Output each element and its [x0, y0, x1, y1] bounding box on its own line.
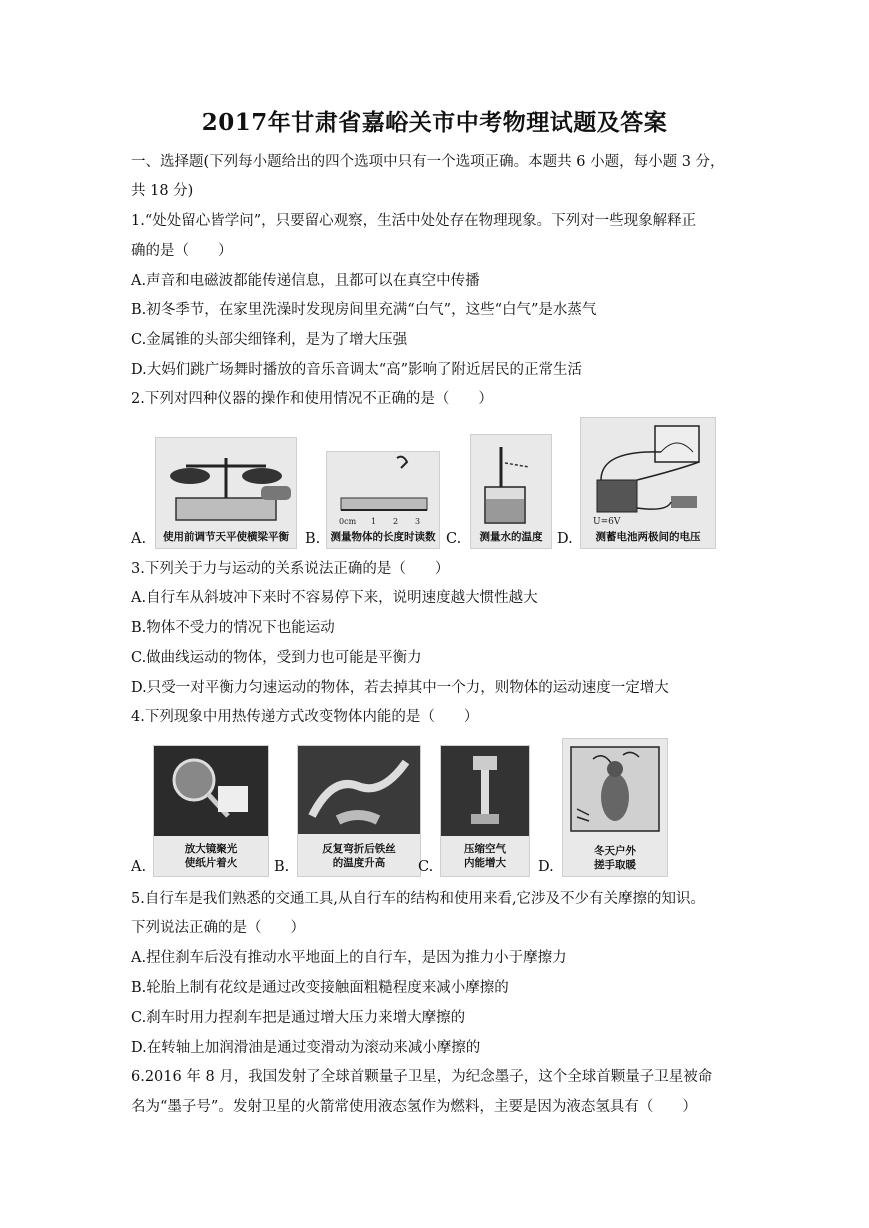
q6-stem-line2: 名为“墨子号”。发射卫星的火箭常使用液态氢作为燃料，主要是因为液态氢具有（ ） [131, 1099, 697, 1115]
q5-stem-line2: 下列说法正确的是（ ） [131, 920, 305, 936]
q2-caption-b: 测量物体的长度时读数 [330, 531, 436, 543]
q4-figure-bending-wire [297, 745, 421, 877]
ruler-mark-3: 3 [415, 517, 421, 526]
q1-option-c: C.金属锥的头部尖细锋利，是为了增大压强 [131, 332, 408, 348]
q1-option-b: B.初冬季节，在家里洗澡时发现房间里充满“白气”，这些“白气”是水蒸气 [131, 302, 597, 318]
voltmeter-illustration [581, 418, 715, 548]
ruler-mark-2: 2 [393, 517, 399, 526]
q4-caption-a: 放大镜聚光 使纸片着火 [184, 843, 238, 869]
q1-stem-line2: 确的是（ ） [131, 243, 233, 259]
q2-caption-a: 使用前调节天平使横梁平衡 [163, 531, 289, 543]
q5-option-d: D.在转轴上加润滑油是通过变滑动为滚动来减小摩擦的 [131, 1040, 481, 1056]
q3-option-b: B.物体不受力的情况下也能运动 [131, 620, 335, 636]
q4-figure-rubbing-hands [562, 738, 668, 877]
q2-caption-d: 测蓄电池两极间的电压 [595, 531, 701, 543]
q2-caption-c: 测量水的温度 [479, 531, 543, 543]
q1-stem-line1: 1.“处处留心皆学问”，只要留心观察，生活中处处存在物理现象。下列对一些现象解释正 [131, 213, 697, 229]
q4-label-d: D. [538, 859, 554, 875]
q2-label-a: A. [131, 531, 147, 547]
q1-option-a: A.声音和电磁波都能传递信息，且都可以在真空中传播 [131, 273, 480, 289]
q4-label-c: C. [418, 859, 434, 875]
q2-label-b: B. [305, 531, 321, 547]
q1-option-d: D.大妈们跳广场舞时播放的音乐音调太“高”影响了附近居民的正常生活 [131, 362, 583, 378]
q2-figure-ruler [326, 451, 440, 549]
section-instructions-line2: 共 18 分) [131, 183, 194, 199]
q2-label-c: C. [446, 531, 462, 547]
q2-stem: 2.下列对四种仪器的操作和使用情况不正确的是（ ） [131, 391, 493, 407]
q4-stem: 4.下列现象中用热传递方式改变物体内能的是（ ） [131, 709, 479, 725]
q4-caption-b: 反复弯折后铁丝 的温度升高 [322, 843, 396, 869]
q4-label-b: B. [274, 859, 290, 875]
section-instructions-line1: 一、选择题(下列每小题给出的四个选项中只有一个选项正确。本题共 6 小题，每小题 3 分， [131, 154, 725, 170]
battery-voltage-label: U=6V [593, 517, 621, 527]
q6-stem-line1: 6.2016 年 8 月，我国发射了全球首颗量子卫星，为纪念墨子，这个全球首颗量子卫星被命 [131, 1069, 713, 1085]
q2-figure-balance [155, 437, 297, 549]
q5-option-b: B.轮胎上制有花纹是通过改变接触面粗糙程度来减小摩擦的 [131, 980, 509, 996]
q4-caption-c: 压缩空气 内能增大 [464, 843, 506, 869]
ruler-mark-1: 1 [371, 517, 377, 526]
q5-option-c: C.刹车时用力捏刹车把是通过增大压力来增大摩擦的 [131, 1010, 466, 1026]
q2-figure-thermometer [470, 434, 552, 549]
q3-option-a: A.自行车从斜坡冲下来时不容易停下来，说明速度越大惯性越大 [131, 590, 538, 606]
q3-stem: 3.下列关于力与运动的关系说法正确的是（ ） [131, 561, 450, 577]
document-title: 2017年甘肃省嘉峪关市中考物理试题及答案 [201, 109, 668, 136]
q4-label-a: A. [131, 859, 147, 875]
q2-label-d: D. [557, 531, 573, 547]
q5-stem-line1: 5.自行车是我们熟悉的交通工具,从自行车的结构和使用来看,它涉及不少有关摩擦的知识。 [131, 891, 706, 907]
ruler-mark-0: 0cm [339, 517, 357, 526]
q3-option-d: D.只受一对平衡力匀速运动的物体，若去掉其中一个力，则物体的运动速度一定增大 [131, 680, 669, 696]
q4-figure-magnifier [153, 745, 269, 877]
q4-caption-d: 冬天户外 搓手取暖 [594, 845, 636, 871]
q2-figure-voltmeter [580, 417, 716, 549]
q3-option-c: C.做曲线运动的物体，受到力也可能是平衡力 [131, 650, 422, 666]
q4-figure-air-compression [440, 745, 530, 877]
q5-option-a: A.捏住刹车后没有推动水平地面上的自行车，是因为推力小于摩擦力 [131, 950, 567, 966]
